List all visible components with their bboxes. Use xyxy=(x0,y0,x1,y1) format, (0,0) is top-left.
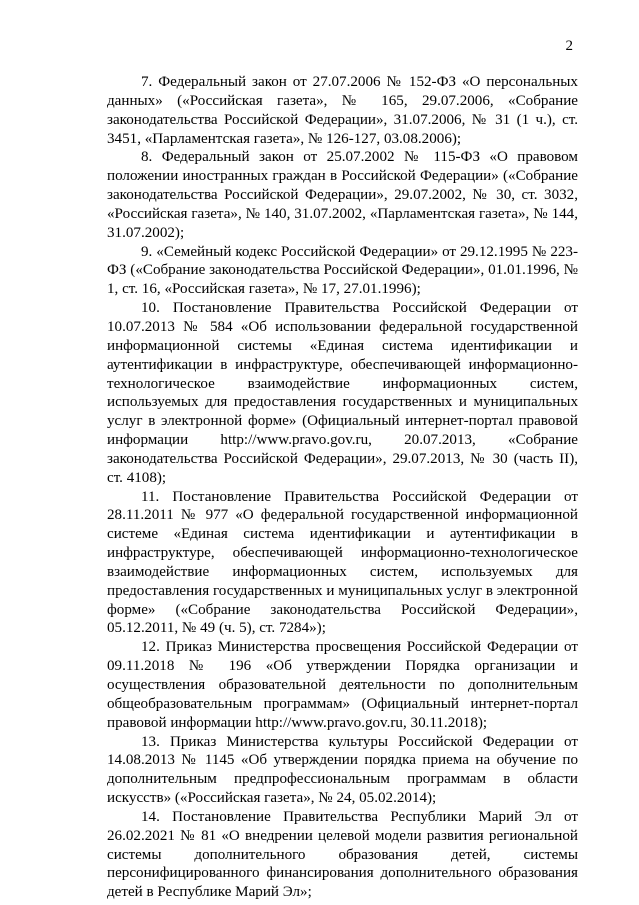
item-number: 9. xyxy=(141,243,153,260)
list-item xyxy=(107,808,578,902)
item-number: 14. xyxy=(141,808,160,825)
list-item xyxy=(107,243,578,300)
item-text: «Семейный кодекс Российской Федерации» от 29.12.1995 № 223-ФЗ («Собрание законодательства Российской Федерации», 01.01.1996, № 1, ст. 16, «Российская газета», № 17, 27.01.1996); xyxy=(107,243,578,298)
item-text: Постановление Правительства Республики Марий Эл от 26.02.2021 № 81 «О внедрении целевой модели развития региональной системы дополнительного образования детей, системы персонифицированного финансирования дополнительного образования детей в Республике Марий Эл»; xyxy=(107,808,578,901)
item-number: 12. xyxy=(141,639,160,656)
list-item xyxy=(107,488,578,639)
list-item xyxy=(107,73,578,148)
item-text: Постановление Правительства Российской Федерации от 10.07.2013 № 584 «Об использовании федеральной государственной информационной системы «Единая система идентификации и аутентификации в инфраструктуре, обеспечивающей информационно-технологическое взаимодействие информационных систем, используемых для предоставления государственных и муниципальных услуг в электронной форме» (Официальный интернет-портал правовой информации http://www.pravo.gov.ru, 20.07.2013, «Собрание законодательства Российской Федерации», 29.07.2013, № 30 (часть II), ст. 4108); xyxy=(107,300,578,486)
item-text: Постановление Правительства Российской Федерации от 28.11.2011 № 977 «О федеральной государственной информационной системе «Единая система идентификации и аутентификации в инфраструктуре, обеспечивающей информационно-технологическое взаимодействие информационных систем, используемых для предоставления государственных и муниципальных услуг в электронной форме» («Собрание законодательства Российской Федерации», 05.12.2011, № 49 (ч. 5), ст. 7284»); xyxy=(107,488,578,637)
list-item xyxy=(107,733,578,808)
document-body xyxy=(107,73,578,902)
page-number: 2 xyxy=(565,38,573,54)
list-item xyxy=(107,148,578,242)
item-number: 10. xyxy=(141,300,160,317)
item-text: Приказ Министерства просвещения Российской Федерации от 09.11.2018 № 196 «Об утверждении Порядка организации и осуществления образовательной деятельности по дополнительным общеобразовательным программам» (Официальный интернет-портал правовой информации http://www.pravo.gov.ru, 30.11.2018); xyxy=(107,639,578,731)
list-item xyxy=(107,638,578,732)
item-number: 8. xyxy=(141,149,153,166)
item-number: 7. xyxy=(141,74,153,90)
item-number: 13. xyxy=(141,733,160,750)
item-text: Федеральный закон от 27.07.2006 № 152-ФЗ «О персональных данных» («Российская газета», № 165, 29.07.2006, «Собрание законодательства Российской Федерации», 31.07.2006, № 31 (1 ч.), ст. 3451, «Парламентская газета», № 126-127, 03.08.2006); xyxy=(107,74,578,147)
item-text: Приказ Министерства культуры Российской Федерации от 14.08.2013 № 1145 «Об утверждении порядка приема на обучение по дополнительным предпрофессиональным программам в области искусств» («Российская газета», № 24, 05.02.2014); xyxy=(107,733,578,807)
item-number: 11. xyxy=(141,488,160,505)
list-item xyxy=(107,299,578,487)
item-text: Федеральный закон от 25.07.2002 № 115-ФЗ «О правовом положении иностранных граждан в Российской Федерации» («Собрание законодательства Российской Федерации», 29.07.2002, № 30, ст. 3032, «Российская газета», № 140, 31.07.2002, «Парламентская газета», № 144, 31.07.2002); xyxy=(107,149,578,241)
